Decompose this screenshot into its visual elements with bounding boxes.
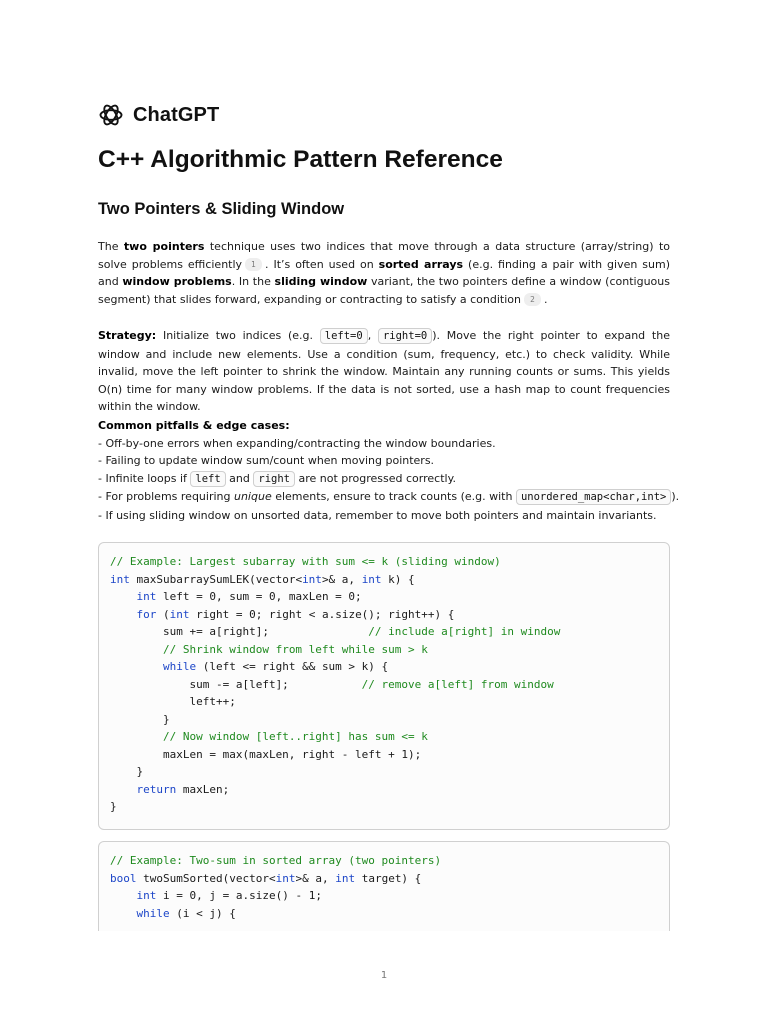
code-token-plain: maxSubarraySumLEK(vector<: [129, 572, 303, 586]
code-token-keyword: int: [275, 871, 296, 885]
code-token-keyword: int: [302, 572, 322, 586]
list-item: [98, 488, 680, 507]
code-line: [110, 870, 669, 888]
code-token-plain: left = 0, sum = 0, maxLen = 0;: [156, 590, 362, 603]
code-token-plain: maxLen;: [176, 782, 230, 796]
code-token-plain: k) {: [381, 572, 415, 586]
code-token-plain: maxLen = max(maxLen, right - left + 1);: [110, 747, 422, 761]
code-token-plain: [110, 783, 137, 796]
brand-header: [98, 100, 219, 130]
text-span: - Infinite loops if: [98, 471, 191, 485]
code-token-plain: twoSumSorted(vector<: [136, 871, 276, 885]
code-line: [110, 711, 669, 729]
bold-term: sorted arrays: [378, 257, 464, 271]
code-token-keyword: int: [110, 572, 130, 586]
code-token-comment: // Shrink window from left while sum > k: [162, 642, 428, 656]
code-token-keyword: while: [162, 660, 197, 673]
strategy-paragraph: [98, 327, 670, 416]
code-token-plain: [110, 730, 163, 743]
section-heading: Two Pointers & Sliding Window: [98, 200, 345, 218]
code-token-comment: // Now window [left..right] has sum <= k: [162, 730, 428, 743]
text-span: . It’s often used on: [265, 257, 379, 271]
code-token-keyword: for: [136, 607, 157, 621]
citation-badge[interactable]: 1: [245, 258, 262, 271]
code-line: [110, 798, 669, 816]
code-token-comment: // include a[right] in window: [368, 625, 561, 638]
code-body: [110, 553, 669, 816]
code-token-plain: [110, 889, 137, 902]
intro-paragraph: [98, 238, 670, 308]
inline-code: left: [190, 471, 225, 487]
code-token-plain: }: [110, 800, 117, 813]
code-token-plain: sum -= a[left];: [110, 677, 362, 691]
list-item: [98, 470, 670, 489]
pitfalls-heading-text: Common pitfalls & edge cases:: [98, 419, 290, 432]
text-span: variant, the two pointers define a window (contiguous segment) that slides forward, expanding or contracting to satisfy a condition: [98, 275, 670, 306]
pitfalls-heading: [98, 417, 670, 435]
bold-term: sliding window: [274, 275, 368, 289]
inline-code: left=0: [320, 328, 368, 344]
bold-term: two pointers: [123, 240, 205, 253]
code-line: [110, 781, 669, 799]
text-span: - For problems requiring: [98, 490, 234, 504]
text-span: ). Move the right pointer to expand the window and include new elements. Use a condition (sum, frequency, etc.) to check validity. While invalid, move the left pointer to shrink the window. Maintain any running counts or sums. This yields O(n) time for many window problems. If the data is not sorted, use a hash map to count frequencies within the window.: [98, 329, 670, 414]
code-line: [110, 887, 669, 905]
code-token-keyword: int: [169, 607, 190, 621]
page-title: C++ Algorithmic Pattern Reference: [98, 146, 503, 173]
strategy-label: Strategy:: [98, 329, 157, 342]
code-token-plain: [110, 643, 163, 656]
text-span: ,: [367, 329, 378, 342]
bold-term: window problems: [122, 275, 232, 289]
brand-name: ChatGPT: [133, 103, 220, 126]
list-item: - If using sliding window on unsorted data, remember to move both pointers and maintain invariants.: [98, 508, 657, 522]
inline-code: right: [253, 471, 295, 487]
chatgpt-logo-icon: [98, 102, 124, 128]
code-token-keyword: int: [335, 871, 356, 885]
inline-code: right=0: [378, 328, 432, 344]
code-token-keyword: int: [361, 572, 382, 586]
code-line: [110, 623, 669, 641]
list-item: - Failing to update window sum/count when moving pointers.: [98, 454, 435, 468]
code-line: [110, 588, 669, 606]
code-line: [110, 905, 669, 923]
text-span: . In the: [231, 275, 275, 289]
code-token-plain: [110, 590, 137, 603]
code-line: [110, 571, 669, 589]
inline-code: unordered_map<char,int>: [516, 489, 671, 505]
text-span: (e.g. finding a pair with given sum) and: [98, 257, 670, 289]
code-token-plain: }: [110, 765, 144, 778]
code-line: [110, 763, 669, 781]
code-token-plain: (i < j) {: [169, 906, 236, 920]
code-token-plain: >& a,: [321, 572, 362, 586]
code-token-plain: }: [110, 712, 170, 726]
text-span: .: [543, 292, 548, 306]
code-token-plain: [110, 660, 163, 673]
code-token-comment: // remove a[left] from window: [361, 677, 554, 691]
code-token-plain: i = 0, j = a.size() - 1;: [156, 889, 322, 902]
code-token-keyword: return: [136, 782, 177, 796]
code-line: [110, 728, 669, 746]
code-block-sliding-window[interactable]: [98, 542, 670, 830]
code-token-keyword: int: [136, 889, 157, 902]
code-token-keyword: int: [136, 590, 157, 603]
pitfalls-list: [98, 417, 680, 525]
code-token-comment: // Example: Two-sum in sorted array (two pointers): [110, 854, 442, 867]
emphasis-text: unique: [233, 490, 272, 504]
code-line: [110, 606, 669, 624]
code-token-comment: // Example: Largest subarray with sum <= k (sliding window): [110, 555, 501, 568]
text-span: technique uses two indices that move through a data structure (array/string) to solve problems efficiently: [98, 240, 671, 271]
code-token-plain: left++;: [110, 695, 236, 708]
code-token-plain: [110, 608, 137, 621]
text-span: Initialize two indices (e.g.: [156, 329, 320, 342]
code-block-two-sum[interactable]: [98, 841, 670, 931]
text-span: elements, ensure to track counts (e.g. with: [271, 490, 516, 504]
code-line: [110, 641, 669, 659]
code-token-plain: right = 0; right < a.size(); right++) {: [189, 607, 455, 621]
text-span: The: [98, 240, 124, 253]
code-line: [110, 852, 669, 870]
text-span: ).: [671, 490, 680, 504]
citation-badge[interactable]: 2: [524, 293, 541, 306]
code-token-plain: sum += a[right];: [110, 625, 369, 638]
text-span: are not progressed correctly.: [294, 471, 457, 485]
code-line: [110, 553, 669, 571]
code-token-plain: target) {: [355, 871, 422, 885]
code-line: [110, 658, 669, 676]
text-span: and: [225, 471, 254, 485]
code-line: [110, 693, 669, 711]
code-body: [110, 852, 669, 922]
code-line: [110, 676, 669, 694]
page-number: 1: [380, 970, 388, 981]
code-token-plain: (: [156, 607, 170, 621]
code-line: [110, 746, 669, 764]
code-token-keyword: while: [136, 906, 170, 920]
code-token-plain: [110, 907, 137, 920]
code-token-plain: (left <= right && sum > k) {: [196, 660, 389, 673]
code-token-keyword: bool: [110, 871, 137, 885]
code-token-plain: >& a,: [295, 871, 336, 885]
list-item: - Off-by-one errors when expanding/contracting the window boundaries.: [98, 436, 496, 450]
